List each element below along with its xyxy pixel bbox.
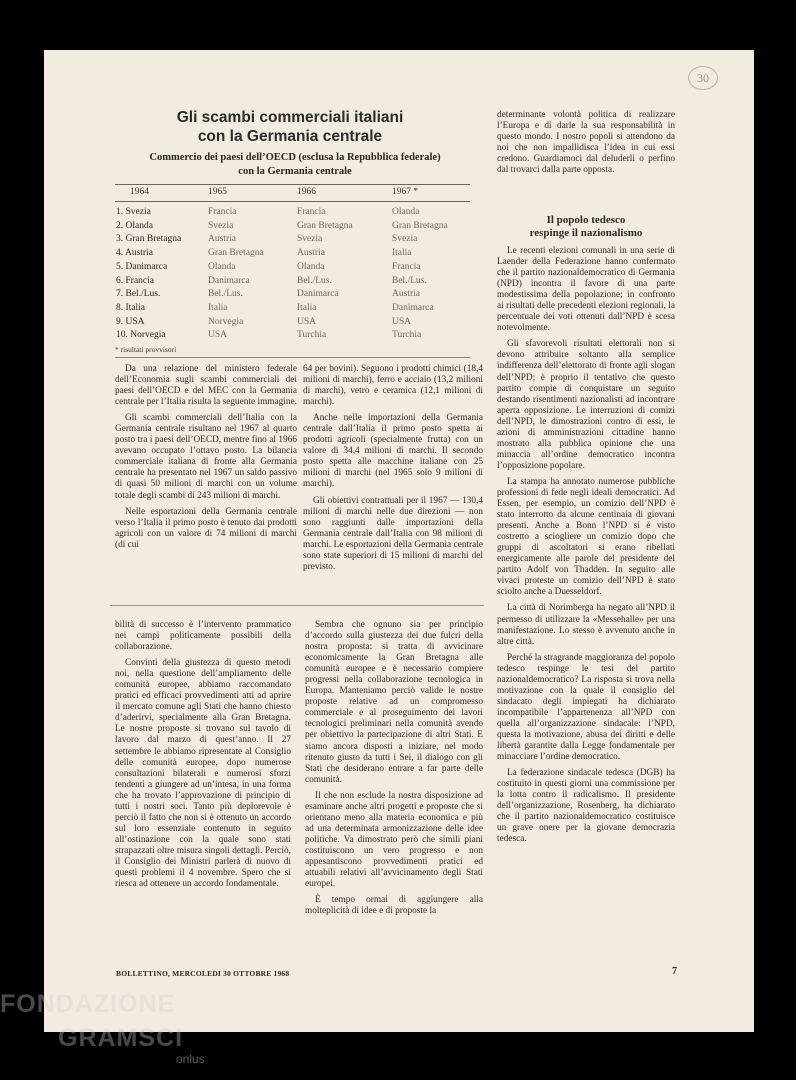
paragraph: Perché la stragrande maggioranza del popolo tedesco respinge le tesi del partito nazionaldemocratico? La risposta si trova nella motivazione con la quale il consiglio del sindacato degli impiegati ha dichiarato incompatibile l’appartenenza all’NPD con quella all’organizzazione sindacale: l’NPD, questa la motivazione, abusa dei diritti e delle libertà garantite dalla Legge fondamentale per minacciare l’ordine democratico.: [497, 652, 675, 763]
table-header-rule: [115, 201, 470, 202]
bottom-middle-column: [305, 620, 483, 922]
paragraph: Da una relazione del ministero federale dell’Economia sugli scambi commerciali dei paesi dell’OECD e del MEC con la Germania centrale per l’Italia risulta la seguente immagine.: [115, 364, 297, 408]
paragraph: determinante volontà politica di realizzare l’Europa e di darle la sua responsabilità in questo mondo. I nostro popoli si attendono da noi che non impallidisca l’idea in cui essi credono. Guardiamoci dal deluderli o perfino dal trovarci dalla parte opposta.: [497, 110, 675, 176]
table-cell: Bel./Lus.: [392, 275, 427, 286]
table-cell: 3. Gran Bretagna: [116, 234, 182, 245]
table-cell: Turchia: [392, 330, 422, 341]
paragraph: È tempo ormai di aggiungere alla molteplicità di idee e di proposte la: [305, 895, 483, 917]
table-header-1964: 1964: [130, 187, 149, 197]
table-cell: Francia: [208, 207, 237, 217]
paragraph: Il che non esclude la nostra disposizione ad esaminare anche altri progetti e proposte che si orientano meno alla materia economica e più ad una determinata armonizzazione delle idee politiche. Va dimostrato però che simili piani costituiscono un vero progresso e non appesantiscono provvedimenti pratici ed attuabili relativi all’avvicinamento degli Stati europei.: [305, 790, 483, 890]
table-cell: Svezia: [392, 234, 418, 245]
table-cell: 8. Italia: [116, 302, 146, 313]
table-cell: Olanda: [392, 207, 420, 217]
table-header-1965: 1965: [208, 187, 227, 197]
paragraph: La città di Norimberga ha negato all’NPD il permesso di utilizzare la «Messehalle» per una manifestazione. Lo stesso è avvenuto anche in altre città.: [497, 603, 675, 647]
table-cell: Olanda: [297, 261, 325, 272]
table-cell: 7. Bel./Lus.: [116, 289, 161, 300]
table-cell: Bel./Lus.: [297, 275, 332, 286]
table-bottom-rule: [115, 357, 470, 358]
table-cell: Austria: [208, 234, 236, 245]
table-footnote: * risultati provvisori: [115, 345, 177, 354]
side-article: [497, 214, 675, 850]
article-subtitle-line1: Commercio dei paesi dell’OECD (esclusa la Repubblica federale): [149, 152, 441, 163]
article-title-line2: con la Germania centrale: [197, 128, 383, 145]
table-cell: Gran Bretagna: [392, 220, 448, 231]
table-cell: Italia: [297, 302, 317, 313]
table-cell: Italia: [392, 248, 412, 259]
paragraph: La federazione sindacale tedesca (DGB) ha costituito in questi giorni una commissione per la lotta contro il radicalismo. Il presidente dell’organizzazione, Rosenberg, ha dichiarato che il partito nazionaldemocratico costituisce un grave onere per la giovane democrazia tedesca.: [497, 768, 675, 845]
table-cell: USA: [392, 316, 412, 327]
article-title-line1: Gli scambi commerciali italiani: [176, 109, 404, 126]
archive-stamp: 30: [688, 66, 718, 90]
side-article-body: [497, 246, 675, 845]
watermark-logo-line2: GRAMSCI: [58, 1024, 184, 1052]
table-cell: Danimarca: [392, 302, 434, 313]
side-article-heading: [497, 214, 675, 240]
table-top-rule: [115, 184, 470, 185]
table-cell: 4. Austria: [116, 248, 153, 259]
watermark-suffix: onlus: [176, 1052, 205, 1066]
table-cell: Gran Bretagna: [297, 220, 353, 231]
table-cell: Austria: [297, 248, 325, 259]
paragraph: Anche nelle importazioni della Germania centrale dall’Italia il primo posto spetta ai prodotti agricoli (specialmente frutta) con un valore di 34,4 milioni di marchi. Il secondo posto spetta alle macchine italiane con 25 milioni di marchi (nel 1965 solo 9 milioni di marchi).: [303, 413, 483, 490]
paragraph: Gli obiettivi contrattuali per il 1967 — 130,4 milioni di marchi nelle due direzioni — non sono raggiunti dalle importazioni della Germania centrale dall’Italia con 98 milioni di marchi. Le esportazioni della Germania centrale sono state superiori di 15 milioni di marchi del previsto.: [303, 495, 483, 572]
footer-issue-line: BOLLETTINO, MERCOLEDI 30 OTTOBRE 1968: [116, 969, 290, 978]
table-cell: 1. Svezia: [116, 207, 151, 217]
table-cell: 6. Francia: [116, 275, 154, 286]
paragraph: Sembra che ognuno sia per principio d’accordo sulla giustezza dei due fulcri della nostra proposta: si tratta di avvicinare economicamente la Gran Bretagna alle comunità europee e è necessario compiere progressi nella collaborazione tecnologica in Europa. Manteniamo perciò valide le nostre proposte relative ad un compromesso commerciale e al proseguimento dei lavori tecnologici preliminari nella comunità avendo per obiettivo la partecipazione di altri Stati. E siamo ancora disposti a iniziare, nel modo ritenuto giusto da tutti i Sei, il dialogo con gli Stati che desiderano entrare a far parte delle comunità.: [305, 620, 483, 785]
paragraph: bilità di successo è l’intervento prammatico nei campi politicamente possibili della collaborazione.: [115, 620, 291, 653]
table-cell: Gran Bretagna: [208, 248, 264, 259]
table-cell: USA: [297, 316, 317, 327]
table-cell: Francia: [297, 207, 326, 217]
page-number: 7: [672, 966, 677, 977]
table-cell: 10. Norvegia: [116, 330, 166, 341]
top-middle-column: [303, 364, 483, 578]
section-divider: [110, 605, 484, 606]
side-article-heading-line2: respinge il nazionalismo: [529, 227, 643, 239]
table-cell: USA: [208, 330, 228, 341]
table-cell: Svezia: [297, 234, 323, 245]
table-cell: Austria: [392, 289, 420, 300]
table-cell: 2. Olanda: [116, 220, 153, 231]
paragraph: Nelle esportazioni della Germania centrale verso l’Italia il primo posto è tenuto dai prodotti agricoli con un valore di 74 milioni di marchi (di cui: [115, 506, 297, 550]
top-left-column: [115, 364, 297, 556]
paragraph: Gli sfavorevoli risultati elettorali non si devono attribuire soltanto alla semplice indifferenza dell’elettorato di fronte agli slogan dell’NPD; è proprio il tentativo che questo partito compie di conquistare un seguito destando risentimenti nazionalisti ad incontrare aperta opposizione. Le interruzioni di comizi dell’NPD, le dimostrazioni contro di essi, le azioni di amministrazioni cittadine hanno mostrato alla pubblica opinione che una minaccia all’ordine democratico incontra l’opposizione popolare.: [497, 339, 675, 471]
paragraph: Convinti della giustezza di questo metodi noi, nella questione dell’ampliamento delle comunità europee, abbiamo raccomandato pratici ed efficaci provvedimenti atti ad aprire il mercato comune agli Stati che hanno chiesto d’aderirvi, specialmente alla Gran Bretagna. Le nostre proposte si trovano sul tavolo di lavoro dal marzo di quest’anno. Il 27 settembre le abbiamo ripresentate al Consiglio delle comunità europee, dopo numerose consultazioni bilaterali e numerosi sforzi tendenti a giungere ad un’intesa, in una forma che ha trovato l’approvazione di principio di tutti i nostri soci. Tanto più deplorevole è perciò il fatto che non si è ottenuto un accordo sul loro essenziale contenuto in seguito all’ostinazione con la quale sono stati strapazzati oltre misura singoli dettagli. Perciò, il Consiglio dei Ministri parlerà di nuovo di questi problemi il 4 novembre. Spero che si riesca ad ottenere un accordo fondamentale.: [115, 658, 291, 890]
paragraph: Le recenti elezioni comunali in una serie di Laender della Federazione hanno confermato che il partito nazionaldemocratico di Germania (NPD) incontra il favore di una parte modestissima della popolazione; in confronto ai risultati delle precedenti elezioni regionali, la percentuale dei voti ottenuti dall’NPD è scesa notevolmente.: [497, 246, 675, 334]
paragraph: 64 per bovini). Seguono i prodotti chimici (18,4 milioni di marchi), ferro e acciaio (13,2 milioni di marchi), vetro e ceramica (12,1 milioni di marchi).: [303, 364, 483, 408]
table-cell: 5. Danimarca: [116, 261, 168, 272]
side-article-heading-line1: Il popolo tedesco: [546, 214, 626, 226]
table-cell: Bel./Lus.: [208, 289, 243, 300]
table-cell: Danimarca: [208, 275, 250, 286]
bottom-left-column: [115, 620, 291, 895]
table-cell: Francia: [392, 261, 421, 272]
top-right-column: [497, 110, 675, 181]
article-subtitle-line2: con la Germania centrale: [238, 166, 352, 177]
table-cell: Svezia: [208, 220, 234, 231]
table-cell: Norvegia: [208, 316, 244, 327]
table-header-1967: 1967 *: [392, 187, 419, 197]
table-cell: 9. USA: [116, 316, 145, 327]
paragraph: La stampa ha annotato numerose pubbliche professioni di fede negli ideali democratici. Ad Essen, per esempio, un comizio dell’NPD è stato interrotto da alcune centinaia di giovani presenti. Anche a Bonn l’NPD si è visto costretto a sciogliere un comizio dopo che gruppi di ascoltatori si erano ribellati energicamente alle parole del presidente del partito Adolf von Thadden. In seguito alle vivaci proteste un comizio dell’NPD è stato sciolto anche a Duesseldorf.: [497, 476, 675, 598]
table-cell: Turchia: [297, 330, 327, 341]
table-cell: Italia: [208, 302, 228, 313]
table-cell: Olanda: [208, 261, 236, 272]
paragraph: Gli scambi commerciali dell’Italia con la Germania centrale risultano nel 1967 al quarto posto tra i paesi dell’OECD, mentre fino al 1966 avevano occupato l’ottavo posto. La bilancia commerciale italiana di fronte alla Germania centrale ha presentato nel 1967 un saldo passivo di quasi 50 milioni di marchi con un volume totale degli scambi di 243 milioni di marchi.: [115, 413, 297, 501]
watermark-logo-line1: FONDAZIONE: [0, 990, 176, 1018]
table-header-1966: 1966: [297, 187, 316, 197]
table-cell: Danimarca: [297, 289, 339, 300]
